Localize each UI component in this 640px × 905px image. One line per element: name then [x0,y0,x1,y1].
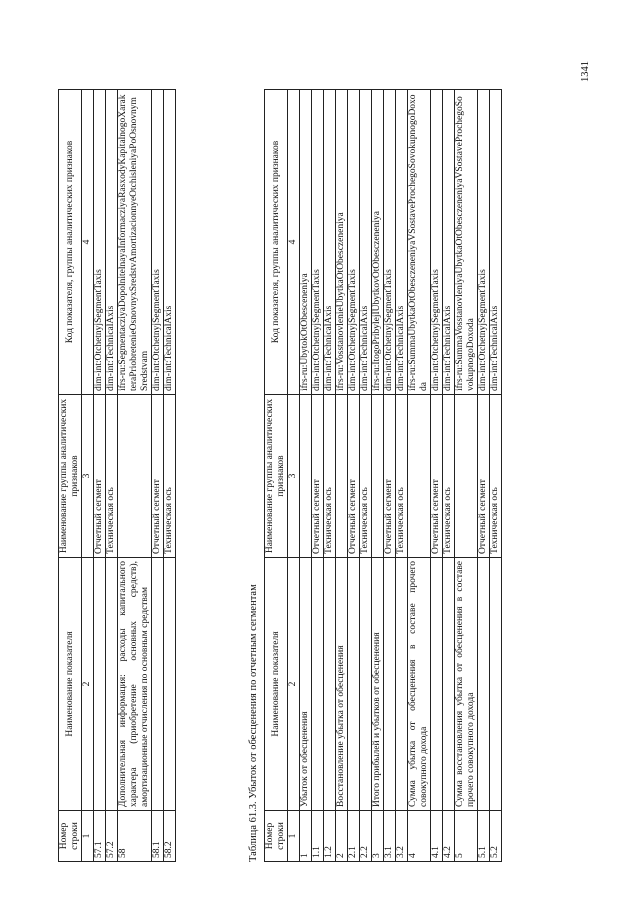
row-number: 2 [336,811,348,862]
header-row-number: Номер строки [265,811,288,862]
row-code: dim-int:TechnicalAxis [360,90,372,395]
row-number: 3 [372,811,384,862]
row-indicator-name [396,558,408,811]
row-group-name: Отчетный сегмент [312,395,324,558]
row-indicator-name [490,558,502,811]
table-row [384,90,396,862]
table-row [324,90,336,862]
column-number: 1 [288,811,300,862]
table-row [118,90,152,862]
row-group-name [300,395,312,558]
row-code: dim-int:OtchetnyjSegmentTaxis [348,90,360,395]
row-indicator-name [94,558,106,811]
row-code: dim-int:TechnicalAxis [106,90,118,395]
table-row [164,90,176,862]
row-group-name: Отчетный сегмент [94,395,106,558]
row-indicator-name [164,558,176,811]
row-number: 1 [300,811,312,862]
table-row [478,90,490,862]
row-indicator-name: Восстановление убытка от обесценения [336,558,348,811]
row-group-name: Техническая ось [443,395,455,558]
row-code: ifrs-ru:ItogoPribylejIUbytkovOtObesczeneniya [372,90,384,395]
row-group-name: Техническая ось [360,395,372,558]
header-row-number: Номер строки [59,811,82,862]
table-row [106,90,118,862]
column-number-row [288,90,300,862]
row-group-name [455,395,478,558]
row-code: dim-int:TechnicalAxis [490,90,502,395]
row-indicator-name: Дополнительная информация: расходы капитального характера (приобретение основных средств), амортизационные отчисления по основным средствам [118,558,152,811]
row-number: 2.1 [348,811,360,862]
row-indicator-name: Сумма убытка от обесценения в составе прочего совокупного дохода [408,558,431,811]
row-code: dim-int:OtchetnyjSegmentTaxis [431,90,443,395]
column-number: 3 [82,395,94,558]
row-group-name [118,395,152,558]
row-number: 4.1 [431,811,443,862]
row-number: 1.2 [324,811,336,862]
table-row [490,90,502,862]
row-code: ifrs-ru:VosstanovlenieUbytkaOtObesczeneniya [336,90,348,395]
header-indicator-name: Наименование показателя [265,558,288,811]
row-number: 4 [408,811,431,862]
row-code: ifrs-ru:SegmentacziyaDopolnitelnayaInformacziyaRasxodyKapitalnogoXarakteraPriobretenieOsnovnyxSredstvAmortizacionnyeOtchisleniyaPoOsnovnymSredstvam [118,90,152,395]
row-indicator-name [152,558,164,811]
row-number: 3.2 [396,811,408,862]
row-group-name: Техническая ось [490,395,502,558]
row-indicator-name: Сумма восстановления убытка от обесценения в составе прочего совокупного дохода [455,558,478,811]
row-group-name: Отчетный сегмент [478,395,490,558]
row-group-name: Техническая ось [106,395,118,558]
row-indicator-name [360,558,372,811]
row-indicator-name [384,558,396,811]
row-code: dim-int:TechnicalAxis [396,90,408,395]
row-number: 3.1 [384,811,396,862]
row-number: 2.2 [360,811,372,862]
table-row [396,90,408,862]
row-group-name [408,395,431,558]
row-indicator-name [478,558,490,811]
row-number: 58 [118,811,152,862]
table-row [360,90,372,862]
row-indicator-name [324,558,336,811]
table-row [94,90,106,862]
column-number: 4 [288,90,300,395]
column-number: 1 [82,811,94,862]
row-number: 4.2 [443,811,455,862]
row-code: dim-int:OtchetnyjSegmentTaxis [312,90,324,395]
row-code: dim-int:TechnicalAxis [443,90,455,395]
column-number: 4 [82,90,94,395]
table-caption: Таблица 61.3. Убыток от обесценения по отчетным сегментам [248,584,259,862]
row-code: dim-int:OtchetnyjSegmentTaxis [384,90,396,395]
row-indicator-name [312,558,324,811]
table-row [372,90,384,862]
row-group-name: Техническая ось [164,395,176,558]
row-number: 57.1 [94,811,106,862]
row-code: dim-int:TechnicalAxis [164,90,176,395]
header-indicator-name: Наименование показателя [59,558,82,811]
row-code: dim-int:TechnicalAxis [324,90,336,395]
row-group-name: Техническая ось [396,395,408,558]
table-row [455,90,478,862]
rotated-page-content [58,42,608,862]
header-code: Код показателя, группы аналитических признаков [59,90,82,395]
row-group-name: Отчетный сегмент [152,395,164,558]
row-number: 58.2 [164,811,176,862]
header-group-name: Наименование группы аналитических признаков [59,395,82,558]
row-code: ifrs-ru:UbytokOtObesceneniya [300,90,312,395]
indicators-table-top [58,89,176,862]
impairment-loss-table [264,89,502,862]
row-group-name: Отчетный сегмент [348,395,360,558]
row-number: 57.2 [106,811,118,862]
table-row [348,90,360,862]
row-code: ifrs-ru:SummaVosstanovleniyaUbytkaOtObesczeneniyaVSostaveProchegoSovokupnogoDoxoda [455,90,478,395]
column-number: 3 [288,395,300,558]
row-indicator-name: Убыток от обесценения [300,558,312,811]
row-code: dim-int:OtchetnyjSegmentTaxis [94,90,106,395]
table-row [431,90,443,862]
row-indicator-name: Итого прибылей и убытков от обесценения [372,558,384,811]
table-row [443,90,455,862]
row-code: dim-int:OtchetnyjSegmentTaxis [152,90,164,395]
row-group-name: Техническая ось [324,395,336,558]
table-row [336,90,348,862]
table-header-row [265,90,288,862]
table-row [312,90,324,862]
row-code: dim-int:OtchetnyjSegmentTaxis [478,90,490,395]
row-number: 1.1 [312,811,324,862]
page-number: 1341 [580,61,591,82]
row-number: 58.1 [152,811,164,862]
row-number: 5.2 [490,811,502,862]
table-row [300,90,312,862]
table-row [152,90,164,862]
row-indicator-name [106,558,118,811]
row-indicator-name [443,558,455,811]
row-group-name: Отчетный сегмент [384,395,396,558]
row-indicator-name [431,558,443,811]
row-group-name: Отчетный сегмент [431,395,443,558]
column-number-row [82,90,94,862]
table-row [408,90,431,862]
row-group-name [372,395,384,558]
row-code: ifrs-ru:SummaUbytkaOtObesczeneniyaVSostaveProchegoSovokupnogoDoxoda [408,90,431,395]
row-group-name [336,395,348,558]
header-group-name: Наименование группы аналитических признаков [265,395,288,558]
header-code: Код показателя, группы аналитических признаков [265,90,288,395]
column-number: 2 [288,558,300,811]
table-header-row [59,90,82,862]
row-number: 5 [455,811,478,862]
row-indicator-name [348,558,360,811]
column-number: 2 [82,558,94,811]
row-number: 5.1 [478,811,490,862]
